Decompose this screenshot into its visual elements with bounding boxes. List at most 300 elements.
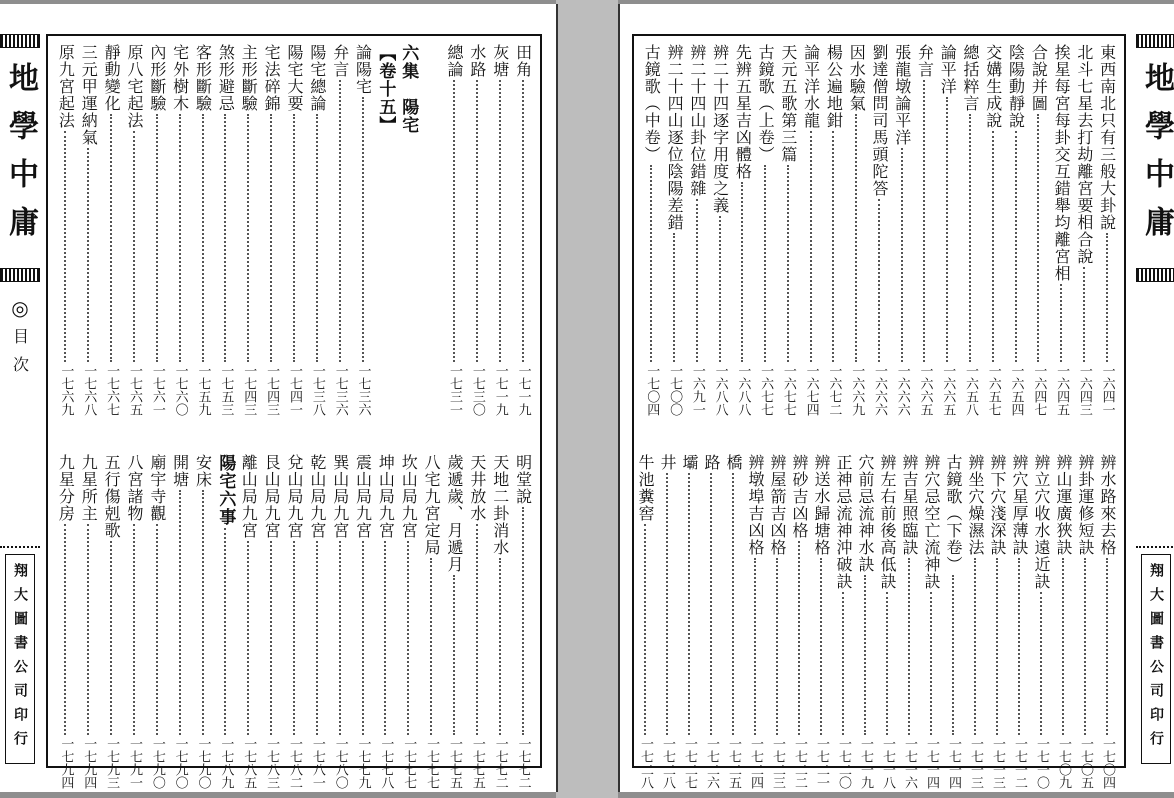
toc-entry [964,454,986,789]
toc-entry-title: 天地二卦消水 [490,454,510,556]
leader-dots [741,182,743,362]
leader-dots [133,524,135,735]
toc-entry [260,454,283,789]
toc-entry-title: 田角 [513,44,533,78]
toc-entry-title: 八宮諸物 [124,454,144,522]
toc-entry-page: 一六四三 [1076,364,1092,416]
leader-dots [666,473,668,735]
toc-entry [722,454,744,789]
toc-entry-title: 辨山運廣狹訣 [1054,454,1073,556]
toc-entry [214,44,237,416]
toc-entry [465,454,488,789]
toc-entry-title: 辨吉星照臨訣 [900,454,919,556]
toc-entry-page: 一七七七 [401,737,417,789]
toc-entry-page: 一七五九 [195,364,211,416]
toc-entry-page: 一七七八 [378,737,394,789]
toc-entry-page: 一七六五 [126,364,142,416]
leader-dots [754,558,756,735]
toc-entry [731,44,754,416]
toc-entry-title: 靜動變化 [102,44,122,112]
toc-entry-title: 天井放水 [467,454,487,522]
toc-entry-title: 廟宇寺觀 [147,454,167,522]
toc-entry-page: 一七二四 [748,737,763,789]
toc-entry-page: 一七一二 [1012,737,1027,789]
leader-dots [499,80,501,362]
toc-entry-page: 一六五七 [985,364,1001,416]
leader-dots [316,114,318,362]
toc-entry-title: 正神忌流神沖破訣 [834,454,853,590]
toc-entry [1074,454,1096,789]
toc-entry-title: 九星分房 [56,454,76,522]
toc-entry-page: 一七二五 [726,737,741,789]
toc-entry [328,44,351,416]
toc-entry-title: 因水驗氣 [847,44,867,112]
toc-entry-page: 一七一四 [946,737,961,789]
toc-entry-title: 煞形避忌 [216,44,236,112]
toc-entry [328,454,351,789]
leader-dots [64,524,66,735]
toc-entry-title: 【卷十五】 [375,44,396,134]
toc-entry-page: 一七八三 [264,737,280,789]
leader-dots [453,80,455,362]
toc-entry-page: 一七三六 [355,364,371,416]
toc-entry-title: 辨墩埠吉凶格 [746,454,765,556]
toc-entry [443,44,466,416]
toc-entry-page: 一六八八 [712,364,728,416]
toc-entry-title: 開塘 [170,454,190,488]
toc-entry [766,454,788,789]
leader-dots [270,114,272,362]
toc-entry-page: 一七二〇 [836,737,851,789]
leader-dots [1083,267,1085,362]
leader-dots [499,558,501,735]
toc-entry-title: 水路 [467,44,487,78]
leader-dots [1062,558,1064,735]
toc-entry [663,44,686,416]
toc-entry [305,454,328,789]
leader-dots [1015,131,1017,362]
toc-entry [397,44,420,416]
toc-entry-page: 一七九四 [81,737,97,789]
toc-entry [237,454,260,789]
leader-dots [923,80,925,362]
toc-entry-title: 牛池糞窖 [636,454,655,522]
right-spine [1136,34,1174,768]
leader-dots [293,114,295,362]
toc-entry-page: 一七二六 [704,737,719,789]
leader-dots [247,114,249,362]
toc-entry-page: 一六六五 [940,364,956,416]
toc-entry-title: 原八宅起法 [124,44,144,129]
toc-entry-title: 陽宅總論 [307,44,327,112]
toc-entry [898,454,920,789]
toc-entry [640,44,663,416]
toc-entry-page: 一七八〇 [332,737,348,789]
leader-dots [992,131,994,362]
spine-bar-mid [0,268,40,282]
toc-entry-page: 一七一四 [924,737,939,789]
toc-entry-page: 一七九〇 [195,737,211,789]
toc-entry-title: 古鏡歌（下卷） [944,454,963,573]
toc-entry-page: 一七六九 [58,364,74,416]
toc-entry-page: 一六七二 [826,364,842,416]
toc-entry-page: 一七一三 [990,737,1005,789]
toc-entry-page: 一七〇四 [1100,737,1115,789]
toc-entry-page: 一七七二 [492,737,508,789]
toc-entry-title: 安床 [193,454,213,488]
leader-dots [930,592,932,735]
toc-entry-page: 一七七九 [355,737,371,789]
toc-entry [876,454,898,789]
toc-entry-page: 一六八八 [735,364,751,416]
leader-dots [974,558,976,735]
toc-entry-page: 一七二八 [660,737,675,789]
toc-entry-title: 橋 [724,454,743,471]
toc-entry [1096,454,1118,789]
leader-dots [522,80,524,362]
leader-dots [476,80,478,362]
toc-entry [100,44,123,416]
leader-dots [842,592,844,735]
toc-entry [1072,44,1095,416]
leader-dots [764,165,766,362]
toc-entry [100,454,123,789]
toc-entry-title: 辨左右前後高低訣 [878,454,897,590]
toc-entry-title: 辨立穴收水遠近訣 [1032,454,1051,590]
left-top-columns [54,44,534,416]
toc-entry-title: 三元甲運納氣 [79,44,99,146]
toc-entry [237,44,260,416]
toc-entry-title: 論平洋水龍 [801,44,821,129]
toc-entry [54,44,77,416]
leader-dots [247,541,249,735]
toc-entry-title: 辨坐穴燥濕法 [966,454,985,556]
toc-entry-title: 辨二十四山卦位錯雜 [687,44,707,197]
leader-dots [732,473,734,735]
toc-entry-title: 陽宅大要 [284,44,304,112]
leader-dots [952,575,954,735]
toc-entry-page: 一六六六 [894,364,910,416]
toc-entry [1004,44,1027,416]
leader-dots [820,558,822,735]
leader-dots [878,199,880,362]
toc-entry-title: 辨二十四山逐位陰陽差錯 [665,44,685,231]
toc-entry [754,44,777,416]
leader-dots [1018,558,1020,735]
toc-entry-title: 震山局九宮 [353,454,373,539]
leader-dots [696,199,698,362]
leader-dots [776,558,778,735]
leader-dots [673,233,675,362]
toc-entry-title: 艮山局九宮 [262,454,282,539]
leader-dots [901,148,903,362]
toc-entry-title: 辨送水歸塘格 [812,454,831,556]
toc-entry [1008,454,1030,789]
toc-entry-page: 一七八一 [309,737,325,789]
leader-dots [407,541,409,735]
leader-dots [1060,284,1062,362]
toc-entry-page: 一七九〇 [149,737,165,789]
toc-entry-page: 一七二三 [770,737,785,789]
toc-entry-title: 辨二十四逐字用度之義 [710,44,730,214]
leader-dots [270,541,272,735]
spine-bar-top [1136,34,1174,48]
spine-bar-mid [1136,268,1174,282]
toc-entry [1052,454,1074,789]
book-gutter [556,0,618,798]
toc-entry-page: 一七一八 [880,737,895,789]
leader-dots [522,507,524,735]
toc-entry-title: 辨穴星厚薄訣 [1010,454,1029,556]
toc-entry [214,454,237,789]
toc-entry [488,454,511,789]
toc-entry-page: 一六五四 [1008,364,1024,416]
leader-dots [110,114,112,362]
dotted-rule [1136,546,1174,548]
toc-entry [656,454,678,789]
toc-entry-title: 歲遞歲、月遞月 [444,454,464,573]
left-toc-frame [46,34,542,789]
dotted-rule [0,546,40,548]
left-page [0,4,558,792]
toc-entry-title: 東西南北只有三般大卦說 [1097,44,1117,231]
toc-entry [168,44,191,416]
toc-entry-title: 離山局九宮 [239,454,259,539]
toc-entry-page: 一七七七 [424,737,440,789]
leader-dots [110,541,112,735]
toc-entry-page: 一七二一 [814,737,829,789]
toc-entry-page: 一六四五 [1054,364,1070,416]
toc-entry-title: 穴前忌流神水訣 [856,454,875,573]
toc-entry-page: 一七二七 [682,737,697,789]
leader-dots [224,528,226,735]
leader-dots [362,97,364,362]
toc-entry-page: 一七一〇 [1034,737,1049,789]
toc-entry [123,44,146,416]
toc-entry [920,454,942,789]
toc-entry-title: 原九宮起法 [56,44,76,129]
toc-entry-title: 主形斷驗 [239,44,259,112]
toc-entry-page: 一七二八 [638,737,653,789]
toc-entry-title: 北斗七星去打劫離宮要相合說 [1074,44,1094,265]
toc-entry-title: 總論 [444,44,464,78]
leader-dots [224,114,226,362]
toc-entry-title: 辨下穴淺深訣 [988,454,1007,556]
toc-entry [913,44,936,416]
toc-entry [634,454,656,789]
toc-entry [123,454,146,789]
leader-dots [156,524,158,735]
toc-entry-page: 一七四三 [264,364,280,416]
toc-entry-page: 一七六〇 [172,364,188,416]
toc-entry [305,44,328,416]
toc-entry [191,44,214,416]
leader-dots [832,131,834,362]
toc-entry-title: 交媾生成說 [983,44,1003,129]
book-title: 地學中庸 [3,62,38,254]
toc-entry-page: 一七八二 [286,737,302,789]
toc-entry [145,44,168,416]
toc-entry-title: 明堂說 [513,454,533,505]
toc-entry-title: 辨砂吉凶格 [790,454,809,539]
toc-entry [374,454,397,789]
right-page [618,4,1174,792]
toc-entry-title: 張龍墩論平洋 [892,44,912,146]
toc-entry-title: 八宅九宮定局 [422,454,442,556]
leader-dots [362,541,364,735]
toc-entry [708,44,731,416]
toc-entry [959,44,982,416]
toc-entry-title: 九星所主 [79,454,99,522]
leader-dots [644,524,646,735]
toc-entry [191,454,214,789]
toc-entry [420,454,443,789]
toc-entry-page: 一七〇四 [644,364,660,416]
leader-dots [886,592,888,735]
toc-entry-page: 一七九三 [104,737,120,789]
publisher-label: 翔大圖書公司印行 [1141,554,1171,764]
leader-dots [787,165,789,362]
toc-entry-title: 灰塘 [490,44,510,78]
leader-dots [710,473,712,735]
leader-dots [87,524,89,735]
toc-entry [700,454,722,789]
toc-entry [168,454,191,789]
toc-entry-title: 論平洋 [938,44,958,95]
toc-entry [685,44,708,416]
toc-entry-title: 古鏡歌（上卷） [756,44,776,163]
right-toc-frame [632,34,1126,789]
toc-entry [744,454,766,789]
toc-entry-title: 宅法碎錦 [262,44,282,112]
leader-dots [650,165,652,362]
toc-entry-page: 一七〇〇 [667,364,683,416]
leader-dots [908,558,910,735]
toc-entry-title: 內形斷驗 [147,44,167,112]
toc-entry-page: 一七〇五 [1078,737,1093,789]
leader-dots [476,524,478,735]
toc-entry [351,454,374,789]
leader-dots [430,558,432,735]
toc-entry-page: 一六六九 [849,364,865,416]
toc-entry-title: 楊公遍地鉗 [824,44,844,129]
toc-entry [511,454,534,789]
toc-entry-title: 坎山局九宮 [399,454,419,539]
toc-entry-title: 六集 陽宅 [398,44,419,134]
toc-entry-title: 弁言 [330,44,350,78]
toc-entry-title: 陰陽動靜說 [1006,44,1026,129]
publisher-label: 翔大圖書公司印行 [5,554,35,764]
leader-dots [1040,592,1042,735]
leader-dots [202,490,204,735]
toc-entry [443,454,466,789]
toc-entry-title: 乾山局九宮 [307,454,327,539]
leader-dots [969,114,971,362]
toc-entry-title: 辨穴忌空亡流神訣 [922,454,941,590]
toc-entry-title: 辨屋箭吉凶格 [768,454,787,556]
toc-entry [374,44,397,416]
toc-entry-page: 一七一三 [968,737,983,789]
leader-dots [864,575,866,735]
toc-entry-title: 天元五歌第三篇 [778,44,798,163]
toc-entry [854,454,876,789]
leader-dots [179,490,181,735]
toc-entry [420,44,443,416]
toc-entry-page: 一六四七 [1031,364,1047,416]
section-label: 目次 [10,328,30,384]
toc-entry-page: 一七九四 [58,737,74,789]
toc-entry [283,454,306,789]
toc-entry-page: 一七四一 [286,364,302,416]
leader-dots [996,558,998,735]
toc-entry [777,44,800,416]
toc-entry-page: 一六九一 [689,364,705,416]
toc-entry-title: 合說并圖 [1029,44,1049,112]
toc-entry [678,454,700,789]
toc-entry [1030,454,1052,789]
toc-entry-title: 宅外樹木 [170,44,190,112]
toc-entry [981,44,1004,416]
right-top-columns [640,44,1118,416]
leader-dots [133,131,135,362]
toc-entry [397,454,420,789]
toc-entry-page: 一七三〇 [469,364,485,416]
leader-dots [1106,558,1108,735]
toc-entry [810,454,832,789]
toc-entry [465,44,488,416]
toc-entry-page: 一七八九 [218,737,234,789]
toc-entry-title: 辨卦運修短訣 [1076,454,1095,556]
toc-entry [351,44,374,416]
toc-entry-page: 一七三八 [309,364,325,416]
toc-entry-page: 一七七五 [446,737,462,789]
toc-entry-page: 一七四三 [241,364,257,416]
toc-entry [1050,44,1073,416]
toc-entry [77,44,100,416]
toc-entry-title: 巽山局九宮 [330,454,350,539]
leader-dots [156,114,158,362]
leader-dots [453,575,455,735]
toc-entry-page: 一七六八 [81,364,97,416]
toc-entry-page: 一七一九 [492,364,508,416]
leader-dots [719,216,721,362]
leader-dots [339,541,341,735]
leader-dots [1084,558,1086,735]
toc-entry [283,44,306,416]
toc-entry-title: 五行傷剋歌 [102,454,122,539]
toc-entry [1095,44,1118,416]
toc-entry [845,44,868,416]
toc-entry-title: 壩 [680,454,699,471]
left-bottom-columns [54,454,534,789]
toc-entry-title: 陽宅六事 [215,454,236,526]
leader-dots [855,114,857,362]
leader-dots [810,131,812,362]
toc-entry-page: 一七五三 [218,364,234,416]
toc-entry [145,454,168,789]
toc-entry-page: 一七七五 [469,737,485,789]
toc-entry-title: 兌山局九宮 [284,454,304,539]
toc-entry-page: 一七三六 [332,364,348,416]
toc-entry [890,44,913,416]
toc-entry-page: 一七六一 [149,364,165,416]
leader-dots [946,97,948,362]
book-title: 地學中庸 [1139,62,1174,254]
leader-dots [1037,114,1039,362]
toc-entry-title: 井 [658,454,677,471]
toc-entry [986,454,1008,789]
toc-entry-page: 一七六七 [104,364,120,416]
